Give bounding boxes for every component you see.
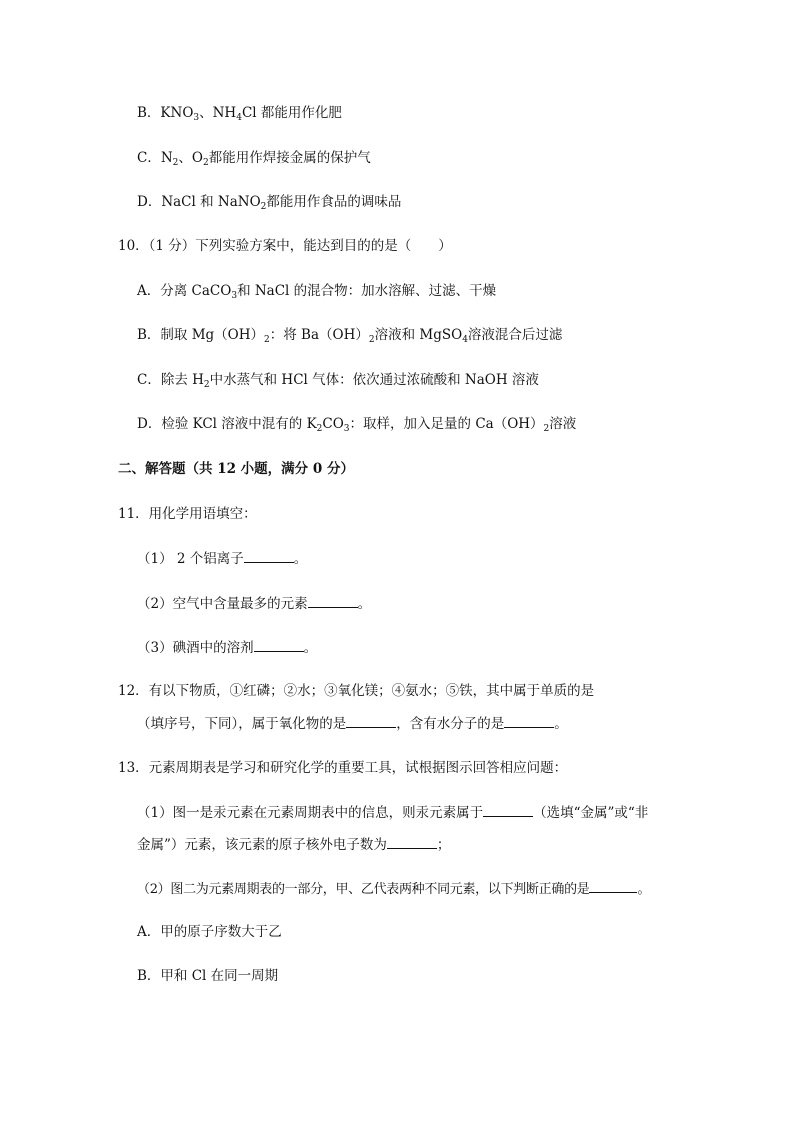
question-12: 12．有以下物质，①红磷；②水；③氧化镁；④氨水；⑤铁，其中属于单质的是: [118, 683, 595, 699]
question-13-part-1-cont: 金属”）元素，该元素的原子核外电子数为 ；: [137, 834, 450, 855]
option-9c: C．$N_2$、$O_2$都能用作焊接金属的保护气: [137, 150, 371, 168]
option-10c: C．除去 $H_2$中水蒸气和 HCl 气体：依次通过浓硫酸和 NaOH 溶液: [137, 372, 539, 390]
option-9b: B．$KNO_3$、$NH_4Cl$ 都能用作化肥: [137, 105, 342, 123]
question-13-part-2: （2）图二为元素周期表的一部分，甲、乙代表两种不同元素，以下判断正确的是 。: [137, 878, 650, 900]
answer-blank[interactable]: [483, 802, 533, 817]
answer-blank[interactable]: [244, 548, 294, 563]
question-11-part-3: （3）碘酒中的溶剂 。: [137, 637, 317, 658]
question-10: 10．（1 分）下列实验方案中，能达到目的的是（ ）: [118, 238, 452, 254]
option-10a: A．分离 CaCO$_3$和 NaCl 的混合物：加水溶解、过滤、干燥: [137, 283, 497, 301]
option-13a: A．甲的原子序数大于乙: [137, 924, 282, 940]
section-heading: 二、解答题（共 12 小题，满分 0 分）: [118, 461, 354, 477]
answer-blank[interactable]: [387, 834, 437, 849]
question-12-cont: （填序号，下同），属于氧化物的是 ，含有水分子的是 。: [137, 713, 568, 734]
question-11: 11．用化学用语填空：: [118, 506, 257, 522]
option-9d: D．NaCl 和 NaNO$_2$都能用作食品的调味品: [137, 194, 402, 212]
answer-blank[interactable]: [346, 713, 396, 728]
question-13-part-1: （1）图一是汞元素在元素周期表中的信息，则汞元素属于 （选填“金属”或“非: [137, 802, 648, 823]
option-10d: D．检验 KCl 溶液中混有的 $K_2CO_3$：取样，加入足量的 $Ca(OH)_2$溶液: [137, 416, 577, 434]
question-13: 13．元素周期表是学习和研究化学的重要工具，试根据图示回答相应问题：: [118, 760, 568, 776]
question-11-part-2: （2）空气中含量最多的元素 。: [137, 593, 371, 614]
answer-blank[interactable]: [504, 713, 554, 728]
answer-blank[interactable]: [254, 637, 304, 652]
answer-blank[interactable]: [589, 878, 637, 893]
option-10b: B．制取 $Mg(OH)_2$：将 $Ba(OH)_2$溶液和 MgSO$_4$溶液混合后过滤: [137, 327, 563, 345]
question-11-part-1: （1） 2 个铝离子 。: [137, 548, 307, 569]
answer-blank[interactable]: [308, 593, 358, 608]
option-13b: B．甲和 Cl 在同一周期: [137, 968, 279, 984]
